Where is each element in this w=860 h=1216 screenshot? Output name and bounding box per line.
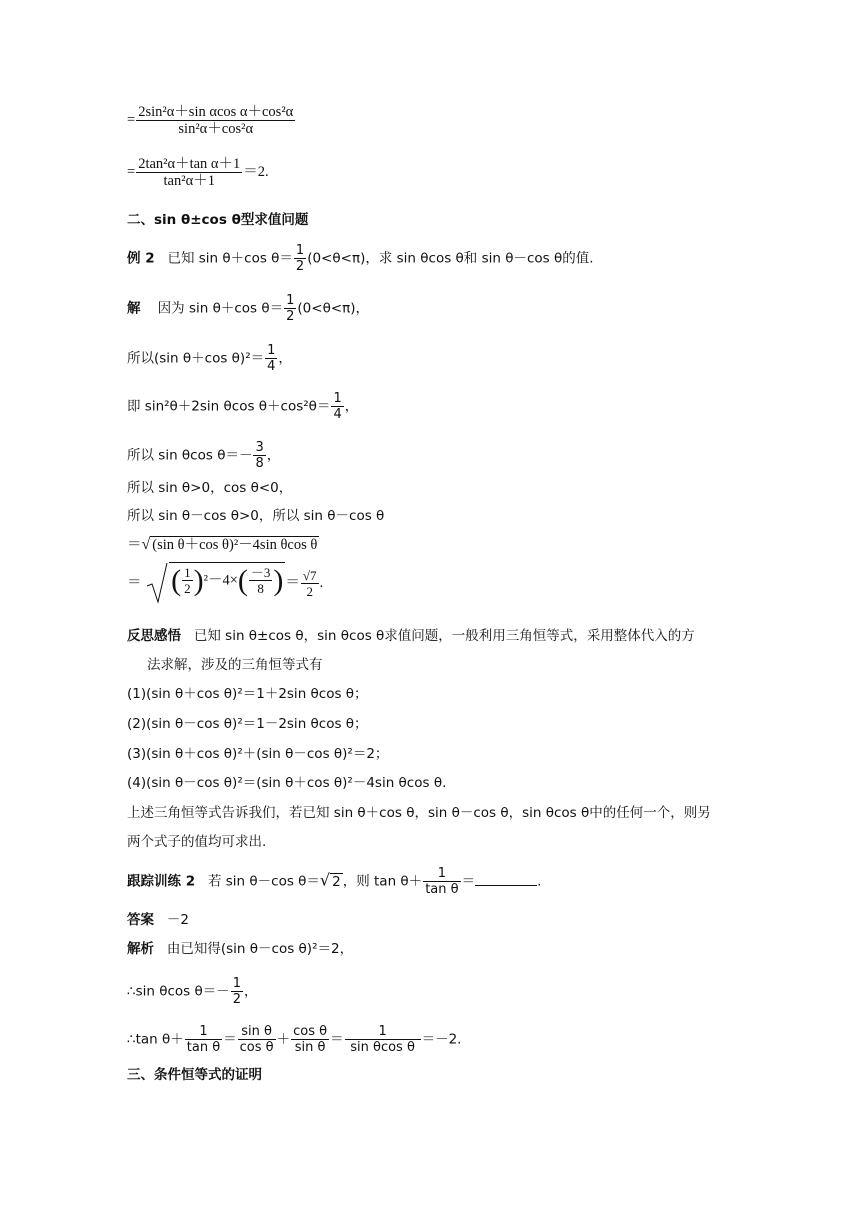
numerator: cos θ	[293, 1024, 328, 1039]
denominator: cos θ	[239, 1040, 274, 1055]
equals-sign: ＝	[223, 1031, 237, 1048]
denominator: 8	[255, 456, 264, 471]
solution-step-2	[127, 343, 292, 374]
practice-2	[127, 866, 541, 897]
reflection-text: 已知 sin θ±cos θ，sin θcos θ求值问题，一般利用三角恒等式，采用整体代入的方	[193, 628, 695, 644]
solution-step-3	[127, 391, 358, 422]
reflection-line-1	[127, 627, 695, 645]
numerator: 1	[423, 866, 460, 882]
analysis-line-1	[127, 940, 353, 958]
example-text: 已知 sin θ＋cos θ＝	[167, 250, 293, 267]
denominator: 8	[257, 581, 264, 596]
analysis-text: 由已知得(sin θ－cos θ)²＝2，	[166, 941, 354, 957]
solution-label: 解	[127, 300, 141, 317]
equals-sign: =	[127, 111, 136, 128]
analysis-text: ∴sin θcos θ＝－	[127, 983, 230, 1000]
analysis-line-3	[127, 1024, 461, 1055]
left-paren-icon: (	[237, 563, 248, 597]
fraction	[231, 976, 243, 1007]
fraction	[345, 1024, 421, 1055]
operator-text: ²－4×	[203, 572, 238, 589]
identity-1: (1)(sin θ＋cos θ)²＝1＋2sin θcos θ；	[127, 686, 368, 702]
numerator: 1	[267, 343, 276, 358]
solution-step-8	[127, 562, 323, 604]
answer-label: 答案	[127, 912, 154, 928]
numerator: sin θ	[238, 1024, 276, 1040]
solution-step-7	[127, 536, 319, 554]
denominator: 4	[267, 359, 276, 374]
numerator: 1	[286, 293, 295, 308]
fraction	[423, 866, 460, 897]
period: .	[319, 575, 324, 591]
denominator: sin²α＋cos²α	[178, 121, 254, 137]
denominator: 2	[286, 309, 295, 324]
analysis-line-2	[127, 976, 258, 1007]
numerator: 2sin²α＋sin αcos α＋cos²α	[138, 104, 294, 120]
identity-4: (4)(sin θ－cos θ)²＝(sin θ＋cos θ)²－4sin θcos θ.	[127, 775, 447, 791]
big-radical	[145, 562, 285, 604]
fraction	[253, 440, 265, 471]
section-title: 三、条件恒等式的证明	[127, 1067, 262, 1083]
derivation-line-2	[127, 156, 269, 189]
fraction	[136, 104, 295, 137]
solution-step-5: 所以 sin θ>0，cos θ<0，	[127, 480, 293, 496]
radical-sign-icon	[145, 562, 169, 604]
fraction	[136, 156, 242, 189]
radical-sign: √	[141, 536, 151, 553]
numerator: 1	[185, 1024, 222, 1040]
equals-sign: ＝	[127, 575, 142, 591]
period: .	[537, 873, 542, 890]
result: ＝－2.	[421, 1031, 462, 1048]
example-2	[127, 243, 594, 274]
identity-3: (3)(sin θ＋cos θ)²＋(sin θ－cos θ)²＝2；	[127, 746, 389, 762]
fraction	[284, 293, 296, 324]
numerator: 3	[255, 440, 264, 455]
equals-sign: ＝	[285, 575, 300, 591]
numerator: －3	[250, 565, 271, 580]
left-paren-icon: (	[171, 563, 182, 597]
fraction	[265, 343, 277, 374]
practice-text: ＝	[461, 873, 476, 890]
reflection-line-2: 法求解，涉及的三角恒等式有	[147, 657, 323, 673]
solution-step-6: 所以 sin θ－cos θ>0，所以 sin θ－cos θ	[127, 508, 385, 524]
step-text: 因为 sin θ＋cos θ＝	[157, 300, 284, 317]
fraction	[238, 1024, 276, 1055]
denominator: tan θ	[186, 1040, 221, 1055]
numerator: 1	[333, 391, 342, 406]
example-text: (0<θ<π)，求 sin θcos θ和 sin θ－cos θ的值.	[307, 250, 594, 267]
practice-label: 跟踪训练 2	[127, 873, 196, 890]
solution-step-4	[127, 440, 280, 471]
analysis-text: ，	[244, 983, 258, 1000]
answer	[127, 911, 189, 929]
denominator: 2	[184, 581, 191, 596]
answer-value: －2	[166, 912, 189, 928]
step-text: (0<θ<π)，	[297, 300, 370, 317]
right-paren-icon: )	[193, 563, 204, 597]
equals-sign: ＝	[127, 537, 142, 553]
practice-text: ，则 tan θ＋	[342, 873, 423, 890]
step-text: ，	[344, 398, 359, 415]
step-text: ，	[278, 350, 292, 367]
denominator: 2	[306, 583, 313, 599]
numerator: 1	[345, 1024, 421, 1040]
numerator: 1	[232, 976, 242, 991]
derivation-line-1	[127, 104, 296, 137]
denominator: 4	[333, 407, 342, 422]
denominator: sin θ	[294, 1040, 326, 1055]
equals-sign: =	[127, 163, 136, 180]
numerator: 2tan²α＋tan α＋1	[138, 156, 241, 172]
reflection-line-3: 上述三角恒等式告诉我们，若已知 sin θ＋cos θ，sin θ－cos θ，sin θcos θ中的任何一个，则另	[127, 805, 711, 821]
step-text: 所以 sin θcos θ＝－	[127, 447, 253, 464]
radical-sign: √	[319, 870, 331, 890]
result: ＝2.	[243, 163, 269, 180]
numerator: 1	[295, 243, 305, 258]
reflection-label: 反思感悟	[127, 628, 181, 644]
equals-sign: ＝	[330, 1031, 344, 1048]
step-text: 即 sin²θ＋2sin θcos θ＋cos²θ＝	[127, 398, 331, 415]
analysis-text: ∴tan θ＋	[127, 1031, 184, 1048]
fraction	[331, 391, 343, 422]
radicand: 2	[332, 873, 341, 890]
fraction	[249, 565, 273, 596]
denominator: 2	[232, 992, 242, 1007]
step-text: ，	[266, 447, 281, 464]
plus-sign: ＋	[276, 1031, 291, 1048]
fraction	[185, 1024, 222, 1055]
fraction	[182, 565, 193, 596]
radicand: (sin θ＋cos θ)²－4sin θcos θ	[152, 537, 318, 553]
identity-2: (2)(sin θ－cos θ)²＝1－2sin θcos θ；	[127, 716, 368, 732]
fraction	[291, 1024, 329, 1055]
fraction	[294, 243, 306, 274]
denominator: tan²α＋1	[163, 173, 215, 189]
answer-blank	[475, 873, 537, 886]
denominator: sin θcos θ	[350, 1040, 415, 1055]
numerator: √7	[302, 567, 317, 583]
reflection-line-4: 两个式子的值均可求出.	[127, 834, 267, 850]
step-text: 所以(sin θ＋cos θ)²＝	[127, 350, 265, 367]
denominator: tan θ	[425, 882, 459, 897]
denominator: 2	[295, 259, 305, 274]
right-paren-icon: )	[273, 563, 284, 597]
practice-text: 若 sin θ－cos θ＝	[207, 873, 320, 890]
section-title: 二、sin θ±cos θ型求值问题	[127, 212, 309, 228]
numerator: 1	[184, 565, 191, 580]
analysis-label: 解析	[127, 941, 154, 957]
solution-step-1	[127, 293, 369, 324]
fraction	[301, 568, 319, 599]
example-label: 例 2	[127, 250, 155, 267]
